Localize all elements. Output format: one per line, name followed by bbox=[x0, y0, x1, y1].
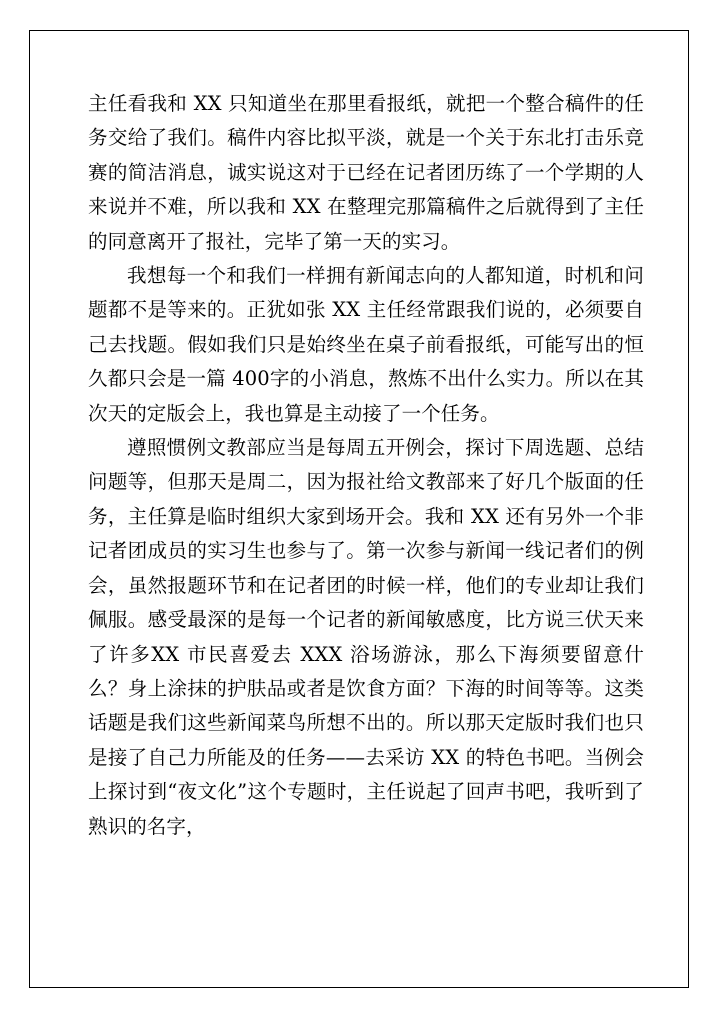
paragraph-1: 主任看我和 XX 只知道坐在那里看报纸，就把一个整合稿件的任务交给了我们。稿件内容比拟平淡，就是一个关于东北打击乐竞赛的简洁消息，诚实说这对于已经在记者团历练了一个学期的人来说并不难，所以我和 XX 在整理完那篇稿件之后就得到了主任的同意离开了报社，完毕了第一天的实习。 bbox=[88, 92, 644, 253]
paragraph-3: 遵照惯例文教部应当是每周五开例会，探讨下周选题、总结问题等，但那天是周二，因为报社给文教部来了好几个版面的任务，主任算是临时组织大家到场开会。我和 XX 还有另外一个非记者团成员的实习生也参与了。第一次参与新闻一线记者们的例会，虽然报题环节和在记者团的时候一样，他们的专业却让我们佩服。感受最深的是每一个记者的新闻敏感度，比方说三伏天来了许多XX 市民喜爱去 XXX 浴场游泳，那么下海须要留意什么？身上涂抹的护肤品或者是饮食方面？下海的时间等等。这类话题是我们这些新闻菜鸟所想不出的。所以那天定版时我们也只是接了自己力所能及的任务——去采访 XX 的特色书吧。当例会上探讨到“夜文化”这个专题时，主任说起了回声书吧，我听到了熟识的名字， bbox=[88, 436, 644, 838]
paragraph-2: 我想每一个和我们一样拥有新闻志向的人都知道，时机和问题都不是等来的。正犹如张 XX 主任经常跟我们说的，必须要自己去找题。假如我们只是始终坐在桌子前看报纸，可能写出的恒久都只会是一篇 400字的小消息，熬炼不出什么实力。所以在其次天的定版会上，我也算是主动接了一个任务。 bbox=[88, 264, 644, 425]
document-body bbox=[88, 87, 644, 844]
